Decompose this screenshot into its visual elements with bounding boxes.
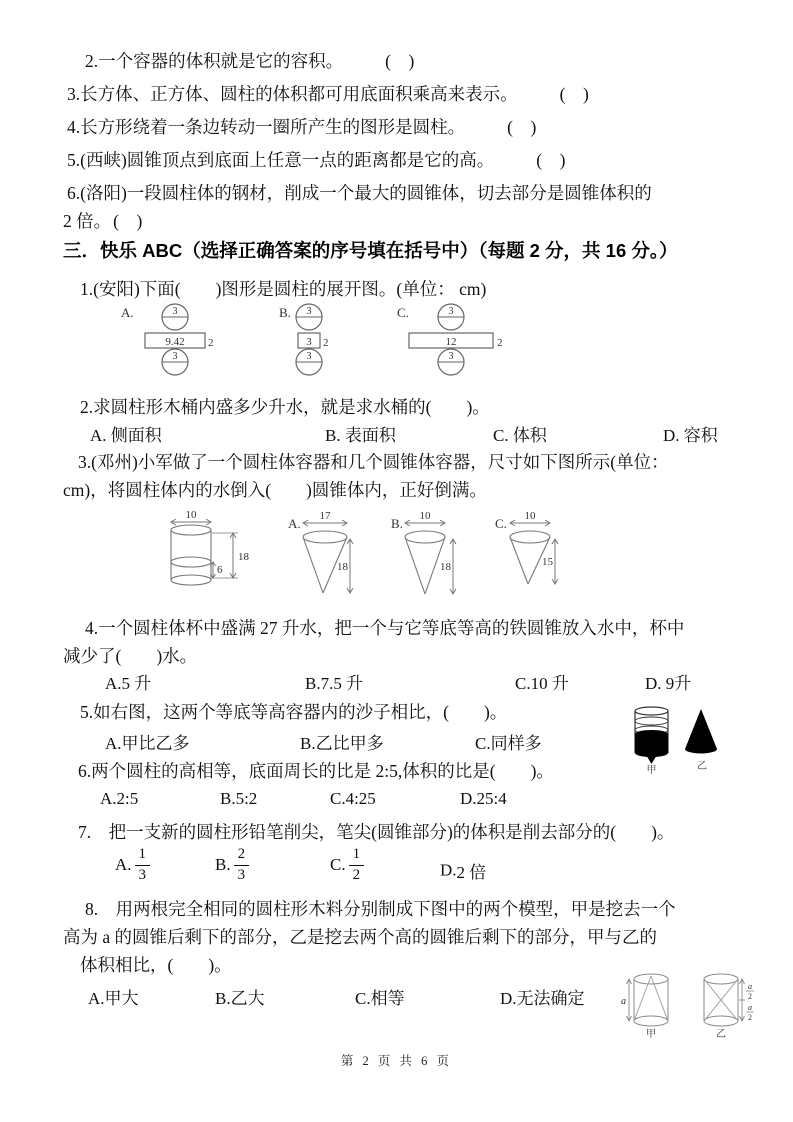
q3-text-line2: cm)，将圆柱体内的水倒入( )圆锥体内，正好倒满。 xyxy=(63,480,487,500)
q6-options xyxy=(0,789,793,815)
tf-item-3 xyxy=(67,81,589,106)
tf-item-6-answer-paren: ( ) xyxy=(113,211,143,231)
q7-option-d-label: D. xyxy=(440,860,457,880)
q7-option-a-fraction xyxy=(135,845,151,885)
q3-fig-cylinder-height: 18 xyxy=(238,551,249,563)
q8-figure-carved-cylinders xyxy=(618,956,783,1042)
q2-text: 2.求圆柱形木桶内盛多少升水，就是求水桶的( )。 xyxy=(80,397,490,417)
q8-text-line3: 体积相比，( )。 xyxy=(80,955,232,975)
q5-fig-yi-label: 乙 xyxy=(697,761,707,772)
q1-fig-a-bottom-diameter: 3 xyxy=(172,351,178,362)
q8-option-c: C.相等 xyxy=(355,989,405,1008)
tf-item-4-text: 4.长方形绕着一条边转动一圈所产生的图形是圆柱。 xyxy=(67,117,466,137)
q8-fig-jia-label: 甲 xyxy=(646,1029,656,1040)
q7-option-c xyxy=(330,845,364,885)
q2-option-c: C. 体积 xyxy=(493,426,547,445)
page-footer: 第 2 页 共 6 页 xyxy=(340,1054,453,1068)
q7-option-d xyxy=(440,858,486,883)
q8-fig-yi-upper-half-denominator: 2 xyxy=(748,992,752,1001)
q8-text-line1: 8. 用两根完全相同的圆柱形木料分别制成下图中的两个模型，甲是挖去一个 xyxy=(85,899,676,919)
q8-text-line2: 高为 a 的圆锥后剩下的部分，乙是挖去两个高的圆锥后剩下的部分，甲与乙的 xyxy=(63,927,658,947)
tf-item-3-answer-paren: ( ) xyxy=(559,84,589,104)
tf-item-6-line1: 6.(洛阳)一段圆柱体的钢材，削成一个最大的圆锥体，切去部分是圆锥体积的 xyxy=(67,183,652,203)
q3-fig-cone-b-label: B. xyxy=(391,516,403,531)
q1-figure-cylinder-nets xyxy=(113,299,523,389)
q7-option-a-numerator: 1 xyxy=(135,845,151,866)
q3-fig-cone-a-diameter: 17 xyxy=(319,510,331,522)
q5-option-b: B.乙比甲多 xyxy=(300,734,384,753)
q7-text: 7. 把一支新的圆柱形铅笔削尖，笔尖(圆锥部分)的体积是削去部分的( )。 xyxy=(78,822,675,842)
q7-option-b-label: B. xyxy=(215,855,231,874)
q7-option-d-text: 2 倍 xyxy=(456,863,487,882)
q3-fig-cone-c-diameter: 10 xyxy=(524,510,536,522)
q1-fig-label-c: C. xyxy=(397,305,409,320)
tf-item-6-text: 2 倍。 xyxy=(63,211,112,231)
q8-fig-yi-lower-half-numerator: a xyxy=(748,1003,752,1012)
q7-option-a xyxy=(115,845,150,885)
tf-item-2-answer-paren: ( ) xyxy=(385,51,415,71)
q7-options xyxy=(0,845,793,895)
q1-fig-c-side-value: 2 xyxy=(497,337,503,349)
q7-option-c-numerator: 1 xyxy=(349,845,365,866)
q6-option-d: D.25:4 xyxy=(460,789,507,808)
q1-fig-a-side-value: 2 xyxy=(208,337,214,349)
q3-fig-cone-a-label: A. xyxy=(288,516,301,531)
q2-option-b: B. 表面积 xyxy=(325,426,396,445)
q8-option-b: B.乙大 xyxy=(215,989,265,1008)
q7-option-b-numerator: 2 xyxy=(234,845,250,866)
q6-option-b: B.5:2 xyxy=(220,789,258,808)
q5-option-c: C.同样多 xyxy=(475,734,542,753)
tf-item-3-text: 3.长方体、正方体、圆柱的体积都可用底面积乘高来表示。 xyxy=(67,84,518,104)
q1-fig-b-top-diameter: 3 xyxy=(306,306,312,317)
q1-fig-a-top-diameter: 3 xyxy=(172,306,178,317)
q6-option-a: A.2:5 xyxy=(100,789,139,808)
q3-fig-cone-a-height: 18 xyxy=(337,561,348,573)
q1-fig-b-side-value: 2 xyxy=(323,337,329,349)
q7-option-b-fraction xyxy=(234,845,250,885)
tf-item-5 xyxy=(67,147,565,172)
q4-text-line2: 减少了( )水。 xyxy=(63,646,198,666)
q4-text-line1: 4.一个圆柱体杯中盛满 27 升水，把一个与它等底等高的铁圆锥放入水中，杯中 xyxy=(85,618,685,638)
q8-option-a: A.甲大 xyxy=(88,989,139,1008)
q4-option-b: B.7.5 升 xyxy=(305,674,364,693)
tf-item-6-line2 xyxy=(63,208,142,233)
tf-item-4 xyxy=(67,114,536,139)
q3-fig-cone-b-height: 18 xyxy=(440,561,451,573)
q3-fig-cylinder-diameter: 10 xyxy=(185,509,197,521)
q3-fig-cone-c-label: C. xyxy=(495,516,507,531)
q6-text: 6.两个圆柱的高相等，底面周长的比是 2:5,体积的比是( )。 xyxy=(78,761,554,781)
q1-fig-a-rect-value: 9.42 xyxy=(165,336,185,348)
q1-fig-b-rect-value: 3 xyxy=(306,336,312,348)
q2-option-a: A. 侧面积 xyxy=(90,426,162,445)
q2-options xyxy=(0,421,793,447)
q4-option-d: D. 9升 xyxy=(645,674,692,693)
q7-option-c-denominator: 2 xyxy=(352,866,361,883)
q1-fig-label-b: B. xyxy=(279,305,291,320)
q5-figure-sand-containers xyxy=(628,701,743,779)
q5-fig-jia-label: 甲 xyxy=(646,765,657,776)
q7-option-c-fraction xyxy=(349,845,365,885)
q1-fig-c-rect-value: 12 xyxy=(445,336,457,348)
q7-option-a-denominator: 3 xyxy=(138,866,147,883)
tf-item-2 xyxy=(85,48,414,73)
q3-fig-cone-b-diameter: 10 xyxy=(419,510,431,522)
q2-option-d: D. 容积 xyxy=(663,426,718,445)
q3-fig-cone-c-height: 15 xyxy=(542,556,553,568)
q5-option-a: A.甲比乙多 xyxy=(105,734,190,753)
q8-fig-jia-height: a xyxy=(621,996,626,1007)
tf-item-5-answer-paren: ( ) xyxy=(536,150,566,170)
q3-fig-water-height: 6 xyxy=(217,564,223,576)
q7-option-a-label: A. xyxy=(115,855,132,874)
q8-fig-yi-label: 乙 xyxy=(716,1029,726,1040)
q8-option-d: D.无法确定 xyxy=(500,989,585,1008)
q8-fig-yi-upper-half-numerator: a xyxy=(748,982,752,991)
q7-option-b-denominator: 3 xyxy=(237,866,246,883)
q4-option-c: C.10 升 xyxy=(515,674,569,693)
q3-text-line1: 3.(邓州)小军做了一个圆柱体容器和几个圆锥体容器，尺寸如下图所示(单位： xyxy=(78,452,669,472)
q1-fig-c-top-diameter: 3 xyxy=(448,306,454,317)
q1-fig-b-bottom-diameter: 3 xyxy=(306,351,312,362)
tf-item-5-text: 5.(西峡)圆锥顶点到底面上任意一点的距离都是它的高。 xyxy=(67,150,495,170)
section-3-heading: 三．快乐 ABC（选择正确答案的序号填在括号中）（每题 2 分，共 16 分。） xyxy=(63,240,678,261)
q4-option-a: A.5 升 xyxy=(105,674,152,693)
q8-fig-yi-lower-half-denominator: 2 xyxy=(748,1013,752,1022)
q7-option-c-label: C. xyxy=(330,855,346,874)
q1-text: 1.(安阳)下面( )图形是圆柱的展开图。(单位： cm) xyxy=(80,279,487,299)
q1-fig-c-bottom-diameter: 3 xyxy=(448,351,454,362)
q4-options xyxy=(0,669,793,695)
q6-option-c: C.4:25 xyxy=(330,789,376,808)
q5-text: 5.如右图，这两个等底等高容器内的沙子相比，( )。 xyxy=(80,702,508,722)
q1-fig-label-a: A. xyxy=(121,305,134,320)
tf-item-2-text: 2.一个容器的体积就是它的容积。 xyxy=(85,51,344,71)
q7-option-b xyxy=(215,845,249,885)
tf-item-4-answer-paren: ( ) xyxy=(507,117,537,137)
q3-figure-cylinder-and-cones xyxy=(166,506,606,612)
